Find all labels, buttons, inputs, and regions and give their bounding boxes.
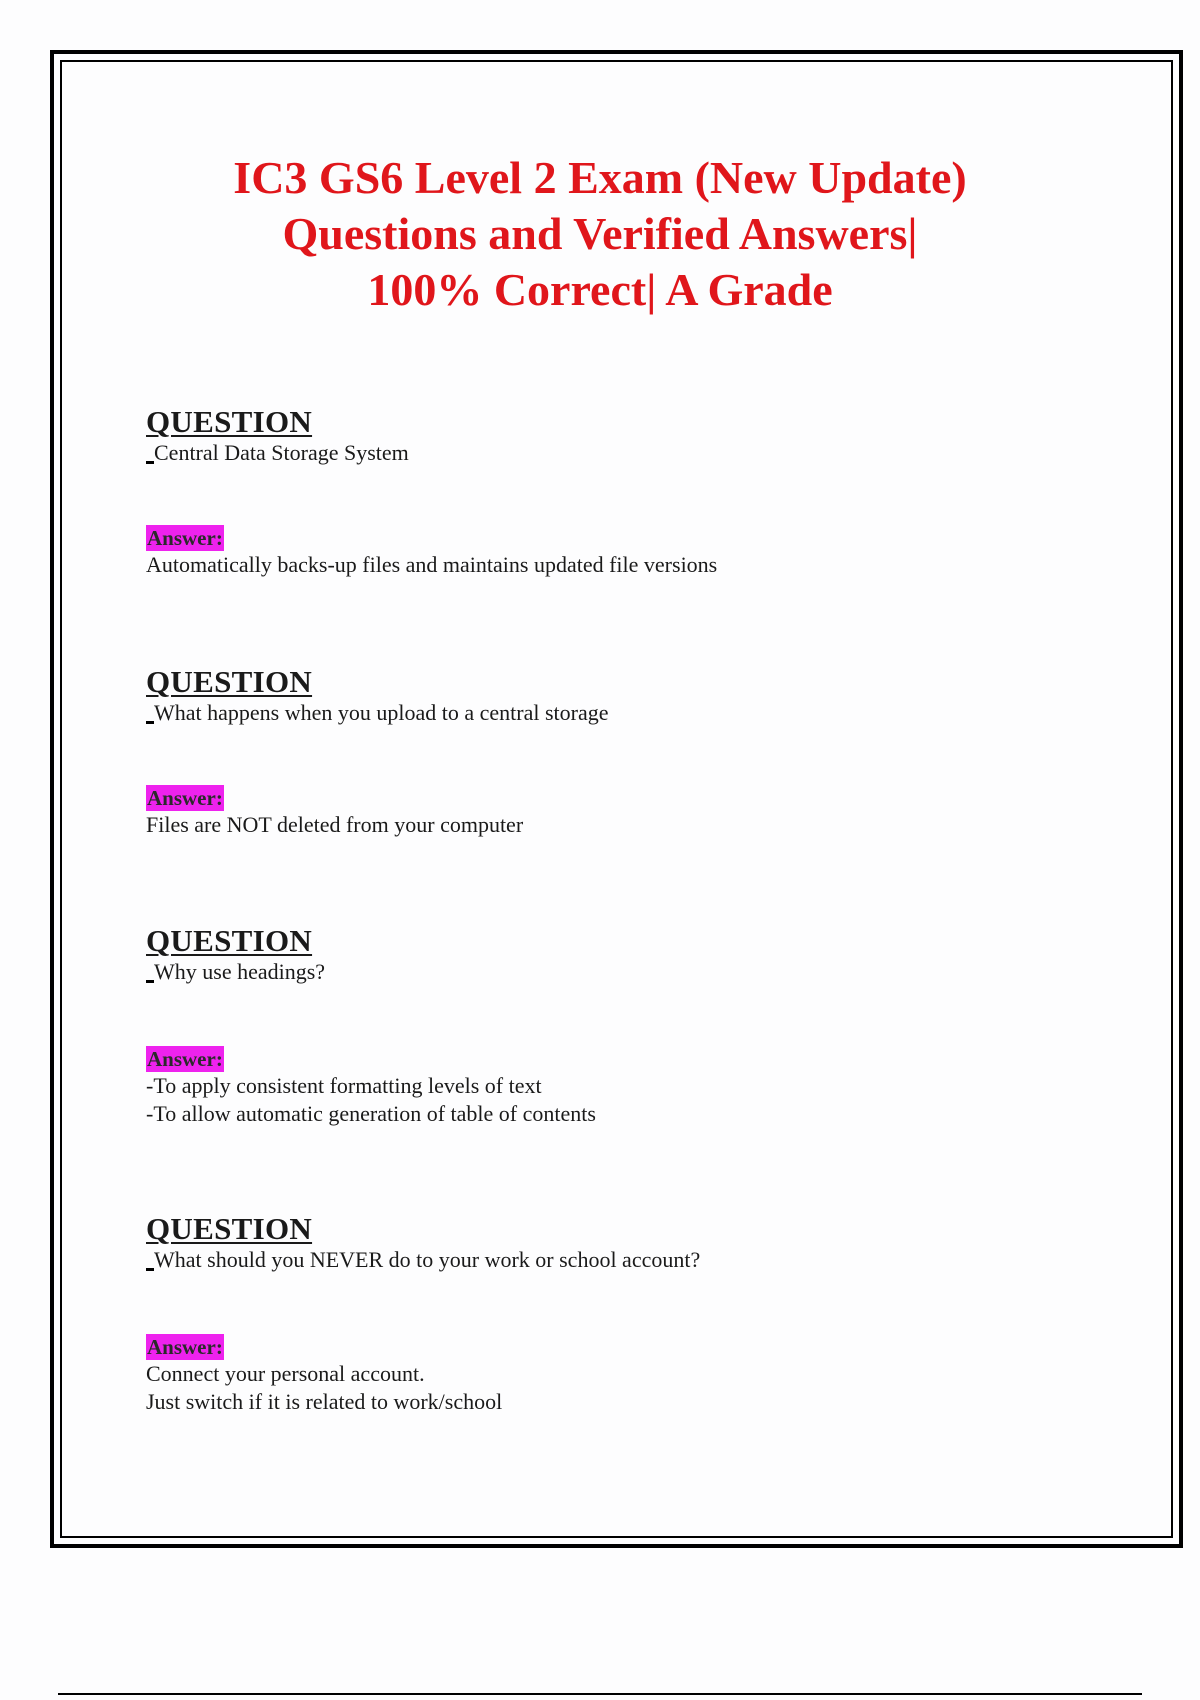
question-heading: QUESTION bbox=[146, 664, 313, 699]
answer-line: -To allow automatic generation of table of contents bbox=[146, 1101, 596, 1126]
answer-block-1 bbox=[146, 525, 1046, 579]
answer-label: Answer: bbox=[147, 1047, 223, 1071]
question-text-value: Central Data Storage System bbox=[154, 440, 409, 465]
answer-label: Answer: bbox=[147, 526, 223, 550]
question-heading: QUESTION bbox=[146, 404, 313, 439]
answer-line: Just switch if it is related to work/school bbox=[146, 1389, 503, 1414]
question-marker bbox=[146, 721, 154, 724]
question-marker bbox=[146, 461, 154, 464]
qa-item-2 bbox=[146, 665, 1046, 727]
answer-label: Answer: bbox=[147, 786, 223, 810]
answer-line: -To apply consistent formatting levels of text bbox=[146, 1073, 542, 1098]
question-heading: QUESTION bbox=[146, 1211, 313, 1246]
answer-line: Automatically backs-up files and maintains updated file versions bbox=[146, 552, 718, 577]
footer-divider bbox=[58, 1693, 1142, 1695]
qa-item-1 bbox=[146, 405, 1046, 467]
title-line: 100% Correct| A Grade bbox=[367, 264, 833, 315]
answer-block-3 bbox=[146, 1046, 1046, 1128]
answer-label: Answer: bbox=[147, 1335, 223, 1359]
question-marker bbox=[146, 1268, 154, 1271]
answer-text bbox=[146, 551, 1046, 579]
answer-line: Connect your personal account. bbox=[146, 1361, 425, 1386]
answer-text bbox=[146, 1072, 1046, 1128]
question-text-value: What happens when you upload to a central storage bbox=[154, 700, 609, 725]
title-line: Questions and Verified Answers| bbox=[282, 208, 918, 259]
question-text bbox=[146, 958, 1046, 986]
answer-block-4 bbox=[146, 1334, 1046, 1416]
document-title bbox=[0, 150, 1200, 318]
question-heading: QUESTION bbox=[146, 923, 313, 958]
answer-block-2 bbox=[146, 785, 1046, 839]
question-text bbox=[146, 699, 1046, 727]
answer-line: Files are NOT deleted from your computer bbox=[146, 812, 524, 837]
answer-text bbox=[146, 1360, 1046, 1416]
question-text-value: What should you NEVER do to your work or school account? bbox=[154, 1247, 701, 1272]
question-text bbox=[146, 1246, 1046, 1274]
question-text-value: Why use headings? bbox=[154, 959, 326, 984]
question-text bbox=[146, 439, 1046, 467]
question-marker bbox=[146, 980, 154, 983]
qa-item-3 bbox=[146, 924, 1046, 986]
answer-text bbox=[146, 811, 1046, 839]
title-line: IC3 GS6 Level 2 Exam (New Update) bbox=[233, 152, 967, 203]
qa-item-4 bbox=[146, 1212, 1046, 1274]
